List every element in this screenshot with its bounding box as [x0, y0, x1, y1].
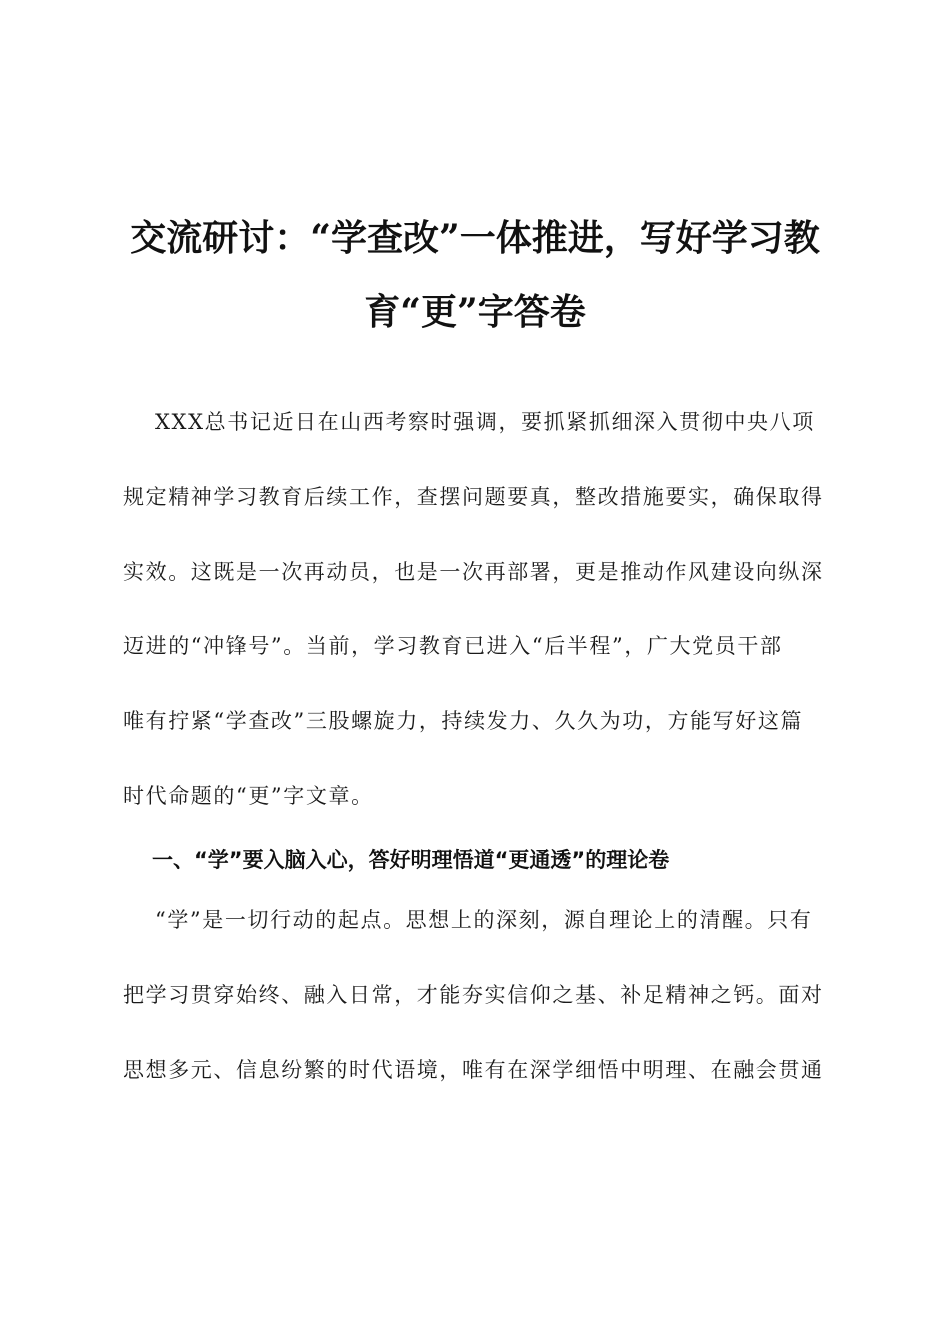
paragraph-2-line-3: 思想多元、信息纷繁的时代语境，唯有在深学细悟中明理、在融会贯通 [123, 1058, 824, 1082]
paragraph-1-line-5: 唯有拧紧“学查改”三股螺旋力，持续发力、久久为功，方能写好这篇 [123, 709, 804, 733]
section-1-heading: 一、“学”要入脑入心，答好明理悟道“更通透”的理论卷 [152, 848, 670, 872]
paragraph-1-line-4: 迈进的“冲锋号”。当前，学习教育已进入“后半程”，广大党员干部 [123, 634, 783, 658]
paragraph-2-line-1: “学”是一切行动的起点。思想上的深刻，源自理论上的清醒。只有 [155, 908, 813, 932]
document-title-line-1: 交流研讨：“学查改”一体推进，写好学习教 [130, 217, 820, 259]
paragraph-1-line-3: 实效。这既是一次再动员，也是一次再部署，更是推动作风建设向纵深 [123, 560, 824, 584]
paragraph-1-line-2: 规定精神学习教育后续工作，查摆问题要真，整改措施要实，确保取得 [123, 485, 824, 509]
paragraph-2-line-2: 把学习贯穿始终、融入日常，才能夯实信仰之基、补足精神之钙。面对 [123, 983, 824, 1007]
paragraph-1-line-1: XXX总书记近日在山西考察时强调，要抓紧抓细深入贯彻中央八项 [155, 410, 815, 434]
paragraph-1-line-6: 时代命题的“更”字文章。 [123, 784, 374, 808]
document-title-line-2: 育“更”字答卷 [364, 291, 586, 333]
